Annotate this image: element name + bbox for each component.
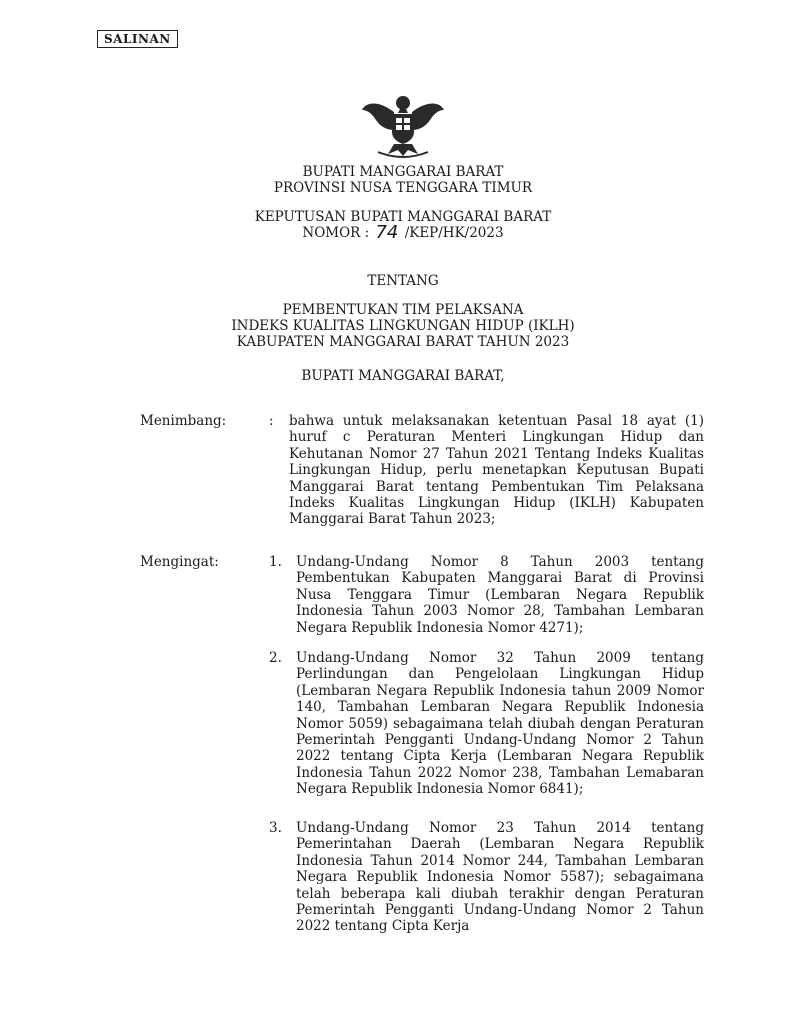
item-number: 2. <box>269 650 282 666</box>
menimbang-text <box>289 413 704 528</box>
subject-line-3: KABUPATEN MANGGARAI BARAT TAHUN 2023 <box>236 334 570 350</box>
item-paragraph: Undang-Undang Nomor 8 Tahun 2003 tentang Pembentukan Kabupaten Manggarai Barat di Provinsi Nusa Tenggara Timur (Lembaran Negara Republik Indonesia Tahun 2003 Nomor 28, Tambahan Lembaran Negara Republik Indonesia Nomor 4271); <box>296 554 704 636</box>
mengingat-label: Mengingat: <box>140 554 219 570</box>
item-paragraph: Undang-Undang Nomor 32 Tahun 2009 tentang Perlindungan dan Pengelolaan Lingkungan Hidup (Lembaran Negara Republik Indonesia tahun 2009 Nomor 140, Tambahan Lembaran Negara Republik Indonesia Nomor 5059) sebagaimana telah diubah dengan Peraturan Pemerintah Pengganti Undang-Undang Nomor 2 Tahun 2022 tentang Cipta Kerja (Lembaran Negara Republik Indonesia Tahun 2022 Nomor 238, Tambahan Lemabaran Negara Republik Indonesia Nomor 6841); <box>296 650 704 798</box>
decree-heading <box>0 209 806 241</box>
menimbang-colon: : <box>269 413 274 429</box>
item-paragraph: Undang-Undang Nomor 23 Tahun 2014 tentang Pemerintahan Daerah (Lembaran Negara Republik Indonesia Tahun 2014 Nomor 244, Tambahan Lembaran Negara Republik Indonesia Nomor 5587); sebagaimana telah beberapa kali diubah terakhir dengan Peraturan Pemerintah Pengganti Undang-Undang Nomor 2 Tahun 2022 tentang Cipta Kerja <box>296 820 704 935</box>
item-number: 1. <box>269 554 282 570</box>
menimbang-paragraph: bahwa untuk melaksanakan ketentuan Pasal 18 ayat (1) huruf c Peraturan Menteri Lingkungan Hidup dan Kehutanan Nomor 27 Tahun 2021 Tentang Indeks Kualitas Lingkungan Hidup, perlu menetapkan Keputusan Bupati Manggarai Barat tentang Pembentukan Tim Pelaksana Indeks Kualitas Lingkungan Hidup (IKLH) Kabupaten Manggarai Barat Tahun 2023; <box>289 413 704 528</box>
decree-number <box>0 222 806 243</box>
tentang-heading: TENTANG <box>367 273 439 289</box>
item-text <box>296 554 704 636</box>
regent-heading <box>0 164 806 196</box>
subject-line-2: INDEKS KUALITAS LINGKUNGAN HIDUP (IKLH) <box>231 318 575 334</box>
decree-title: KEPUTUSAN BUPATI MANGGARAI BARAT <box>254 209 552 225</box>
salinan-stamp: SALINAN <box>97 30 178 48</box>
item-text <box>296 650 704 798</box>
item-number: 3. <box>269 820 282 836</box>
decree-number-handwritten: 74 <box>375 222 399 243</box>
garuda-emblem-icon <box>358 90 448 160</box>
heading-line-1: BUPATI MANGGARAI BARAT <box>302 164 504 180</box>
subject-heading <box>0 302 806 350</box>
subject-line-1: PEMBENTUKAN TIM PELAKSANA <box>282 302 524 318</box>
heading-line-2: PROVINSI NUSA TENGGARA TIMUR <box>273 180 533 196</box>
decree-number-suffix: /KEP/HK/2023 <box>404 225 504 241</box>
item-text <box>296 820 704 935</box>
menimbang-label: Menimbang: <box>140 413 227 429</box>
issuer-heading: BUPATI MANGGARAI BARAT, <box>301 368 505 384</box>
decree-number-prefix: NOMOR : <box>302 225 370 241</box>
